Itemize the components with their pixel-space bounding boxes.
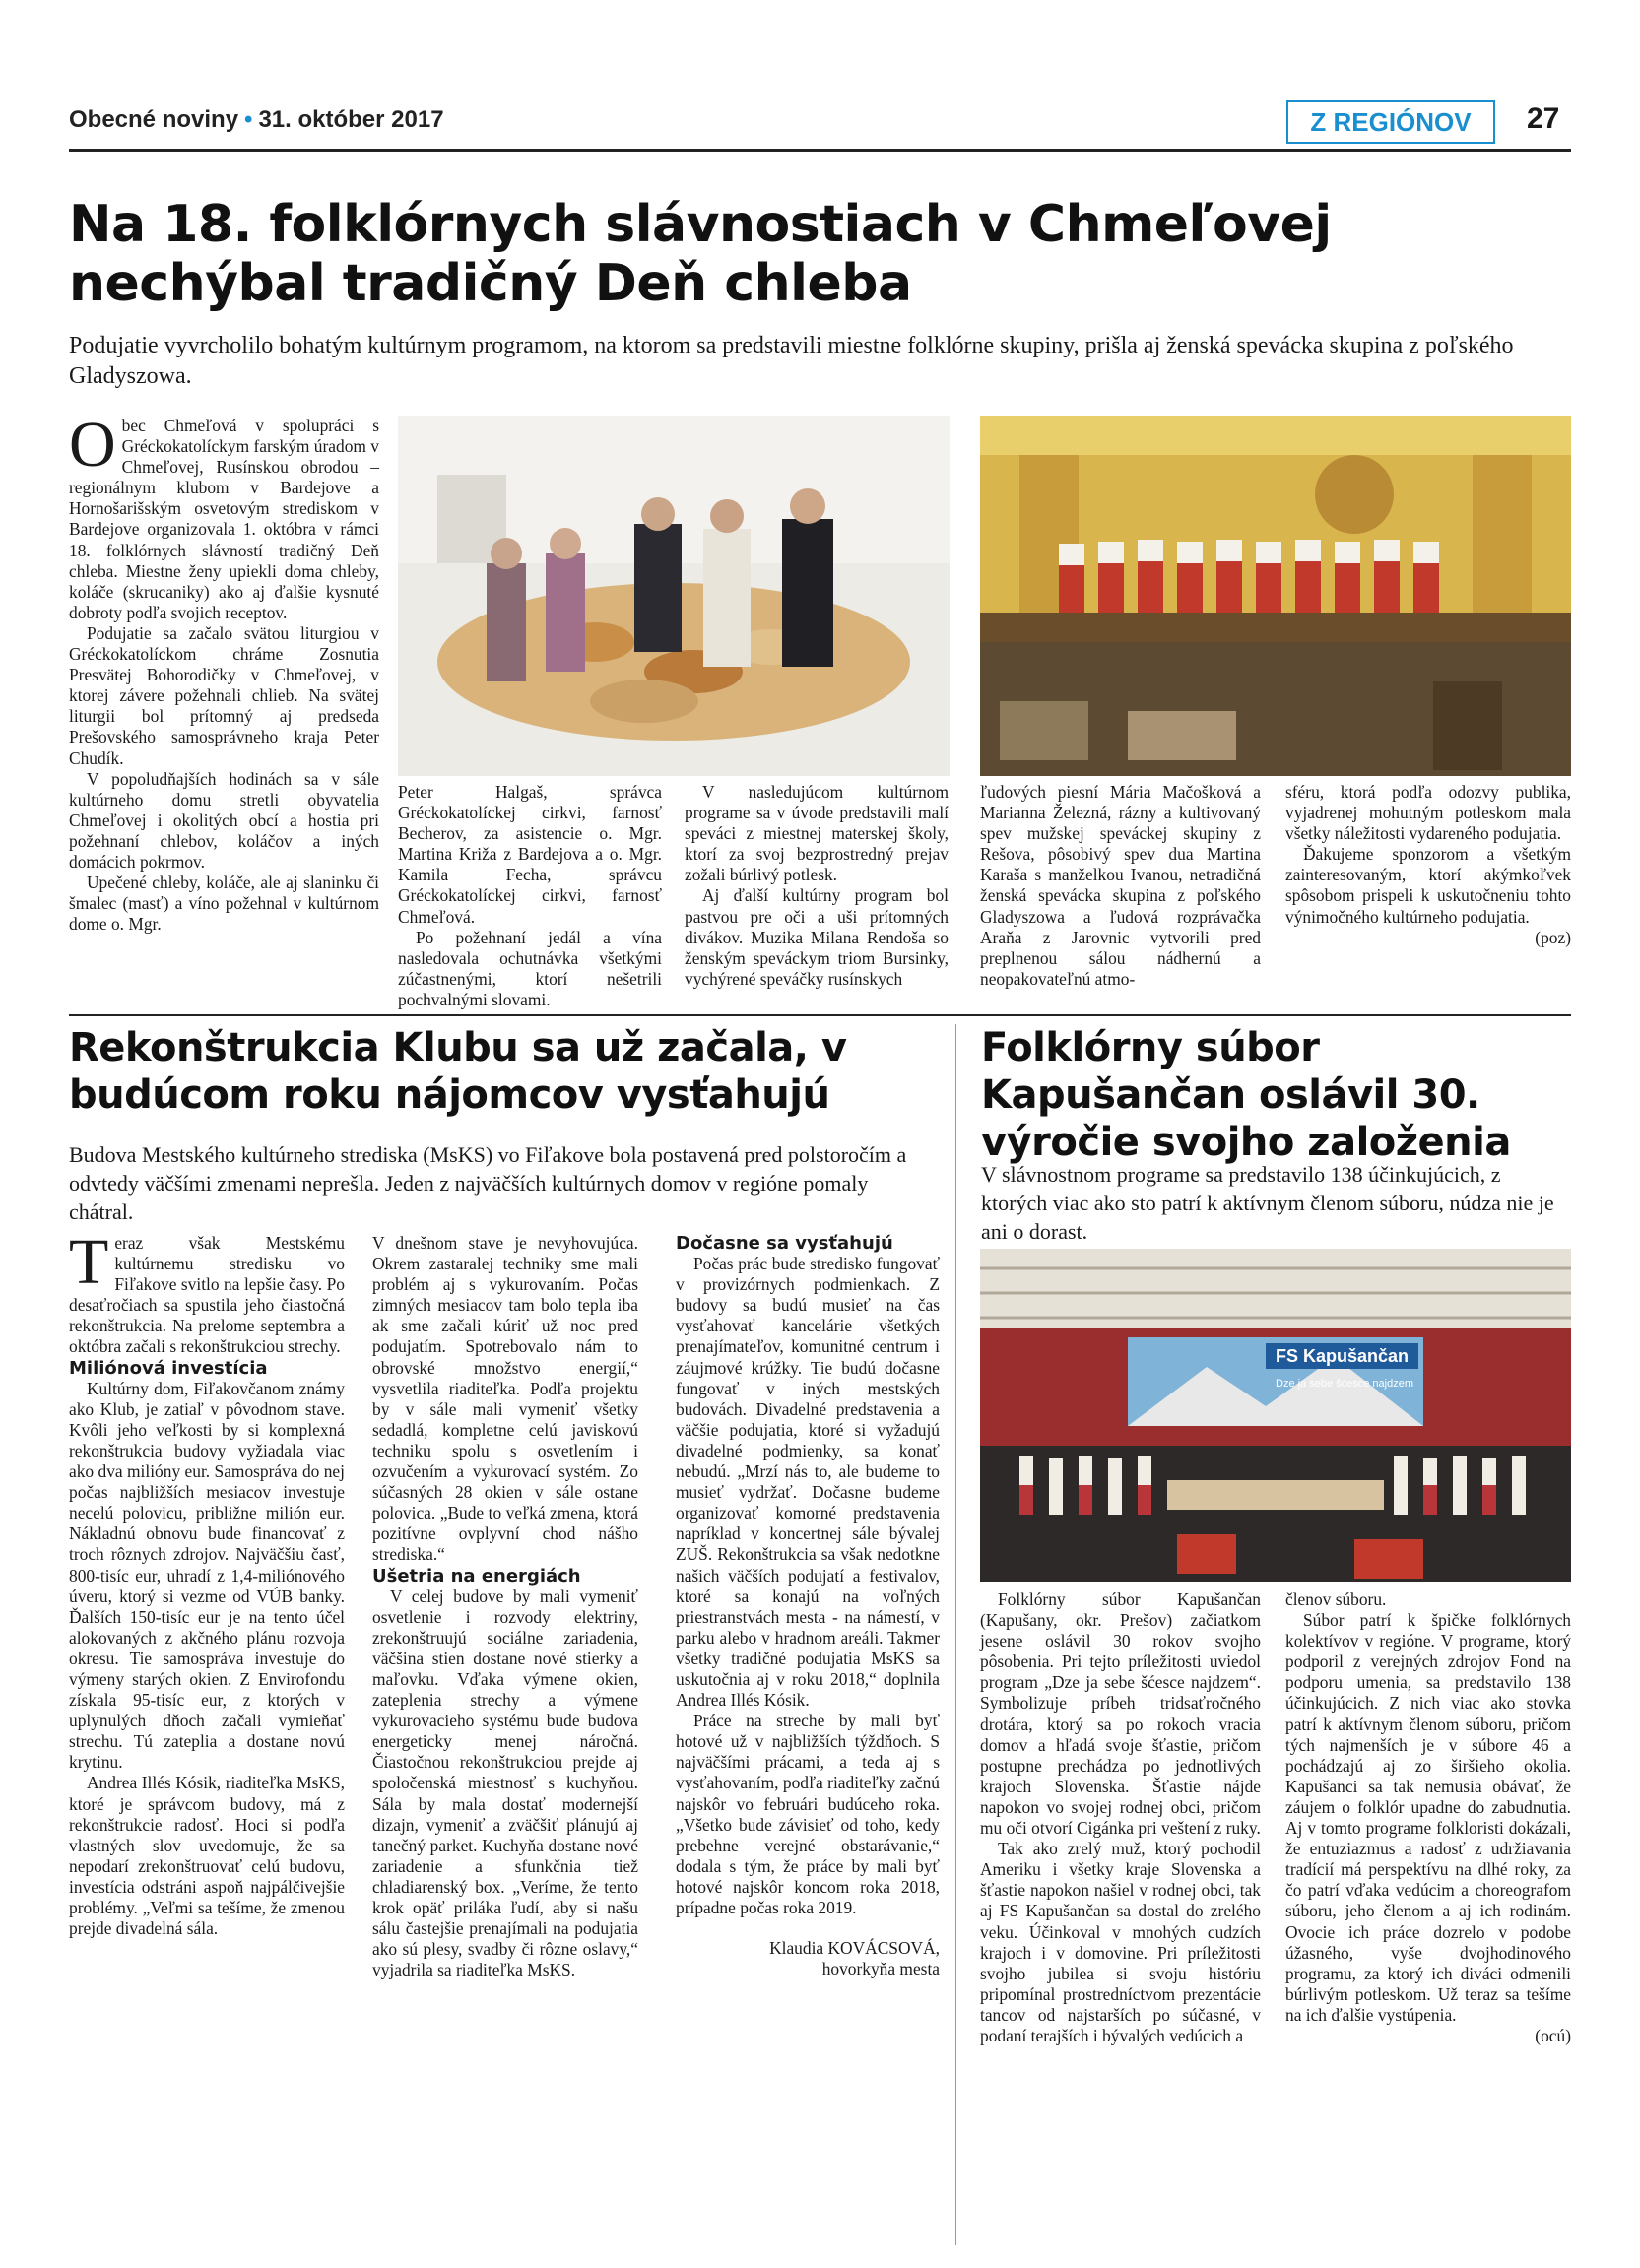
article3-col2: členov súboru. Súbor patrí k špičke folklórnych kolektívov v regióne. V programe, ktorý podporil z verejných zdrojov Fond na podporu umenia, sa predstavilo 138 účinkujúcich. Z nich viac ako stovka patrí k aktívnym členom súboru, pričom tých najmenších je v súbore 46 a pochádzajú aj zo širšieho okolia. Kapušanci sa tak nemusia obávať, že záujem o folklór upadne do zabudnutia. Aj v tomto programe folkloristi dokázali, že entuziazmus a radosť z udržiavania tradícií má perspektívu na dlhé roky, za čo patrí vďaka vedúcim a choreografom súboru, jeho členom a aj ich rodinám. Ovocie ich práce dozrelo v podobe úžasného, vyše dvojhodinového programu, za ktorý ich diváci odmenili búrlivým potleskom. Už teraz sa tešíme na ich ďalšie vystúpenia. (ocú) bbox=[1285, 1589, 1571, 2045]
section-badge: Z REGIÓNOV bbox=[1286, 100, 1495, 144]
article2-signature-name: Klaudia KOVÁCSOVÁ, bbox=[769, 1938, 940, 1959]
banner-subtitle: Dze ja sebe šćesce najdzem bbox=[1276, 1378, 1414, 1390]
separator-dot: • bbox=[244, 106, 253, 133]
photo-stage-performance bbox=[980, 416, 1571, 776]
article2-col2: V dnešnom stave je nevyhovujúca. Okrem zastaralej techniky sme mali problém aj s vykurovaním. Počas zimných mesiacov tam bolo tepla iba ak sme začali kúriť už noc pred podujatím. Spotrebovalo nám to obrovské množstvo energií,“ vysvetlila riaditeľka. Podľa projektu by v sále mali vymeniť všetky sedadlá, kompletne celú javiskovú techniku spolu s osvetlením i ozvučením a vykurovací systém. Zo súčasných 28 okien v sále ostane polovica. „Bude to veľká zmena, ktorá pozitívne ovplyvní chod nášho strediska.“ Ušetria na energiách V celej budove by mali vymeniť osvetlenie i rozvody elektriny, zrekonštruujú sociálne zariadenia, väčšina stien dostane nové stierky a maľovku. Vďaka výmene okien, zateplenia strechy a výmene vykurovacieho systému bude budova energeticky menej náročná. Čiastočnou rekonštrukciou prejde aj spoločenská miestnosť s kuchyňou. Sála by mala dostať modernejší dizajn, vymeniť a zväčšiť plánujú aj tanečný parket. Kuchyňa dostane nové zariadenie a sfunkčnia tiež chladiarenský box. „Veríme, že tento krok opäť priláka ľudí, aby si našu sálu častejšie prenajímali na podujatia ako sú plesy, svadby či rôzne oslavy,“ vyjadrila sa riaditeľka MsKS. bbox=[372, 1233, 638, 1980]
article3-lead: V slávnostnom programe sa predstavilo 138 účinkujúcich, z ktorých viac ako sto patrí k aktívnym členom súboru, núdza nie je ani o dorast. bbox=[981, 1162, 1554, 1244]
article2-title: Rekonštrukcia Klubu sa už začala, v budúcom roku nájomcov vysťahujú bbox=[69, 1025, 847, 1118]
paper-name: Obecné noviny bbox=[69, 106, 239, 133]
photo-stage-image bbox=[980, 416, 1571, 776]
article3-title: Folklórny súbor Kapušančan oslávil 30. výročie svojho založenia bbox=[981, 1025, 1511, 1165]
photo-bread-blessing-image bbox=[398, 416, 950, 776]
subheading-energy: Ušetria na energiách bbox=[372, 1565, 581, 1587]
photo-kapusancan-ensemble bbox=[980, 1249, 1571, 1582]
subheading-investment: Miliónová investícia bbox=[69, 1357, 268, 1379]
article1-title: Na 18. folklórnych slávnostiach v Chmeľovej nechýbal tradičný Deň chleba bbox=[69, 195, 1332, 313]
article1-signature: (poz) bbox=[1535, 927, 1571, 947]
photo-bread-blessing bbox=[398, 416, 950, 776]
article3-col1: Folklórny súbor Kapušančan (Kapušany, okr. Prešov) začiatkom jesene oslávil 30 rokov svojho pôsobenia. Pri tejto príležitosti uviedol program „Dze ja sebe šćesce najdzem“. Symbolizuje príbeh tridsaťročného drotára, ktorý sa po rokoch vracia domov a hľadá svoje šťastie, pričom postupne prechádza po jednotlivých krajoch Slovenska. Šťastie nájde napokon vo svojej rodnej obci, pričom mu oči otvorí Cigánka pri veštení z ruky. Tak ako zrelý muž, ktorý pochodil Ameriku i všetky kraje Slovenska a šťastie napokon našiel v rodnej obci, tak aj FS Kapušančan sa dostal do zrelého veku. Účinkoval v mnohých cudzích krajoch i v domovine. Pri príležitosti svojho jubilea si svoju históriu pripomínal prostredníctvom prezentácie tancov od najstarších po súčasné, v podaní terajších i bývalých vedúcich a bbox=[980, 1589, 1261, 2045]
article1-col3: V nasledujúcom kultúrnom programe sa v úvode predstavili malí speváci z miestnej materskej školy, ktorí za svoj bezprostredný prejav zožali búrlivý potlesk. Aj ďalší kultúrny program bol pastvou pre oči a uši prítomných divákov. Muzika Milana Rendoša so ženským speváckym triom Bursinky, vychýrené speváčky rusínskych bbox=[685, 782, 949, 989]
header-rule bbox=[69, 149, 1571, 152]
article1-col5: sféru, ktorá podľa odozvy publika, vyjadrenej mohutným potleskom mala všetky náležitosti vydareného podujatia. Ďakujeme sponzorom a všetkým zainteresovaným, ktorí akýmkoľvek spôsobom prispeli k uskutočneniu tohto výnimočného kultúrneho podujatia. (poz) bbox=[1285, 782, 1571, 947]
article2-lead: Budova Mestského kultúrneho strediska (MsKS) vo Fiľakove bola postavená pred polstoročím a odvtedy väčšími zmenami neprešla. Jeden z najväčších kultúrnych domov v regióne pomaly chátral. bbox=[69, 1142, 907, 1224]
dropcap: T bbox=[69, 1226, 109, 1298]
column-divider bbox=[955, 1024, 956, 2245]
article1-col1: Obec Chmeľová v spolupráci s Gréckokatolíckym farským úradom v Chmeľovej, Rusínskou obrodou – regionálnym klubom v Bardejove a Hornošarišským osvetovým strediskom v Bardejove organizovala 1. októbra v rámci 18. folklórnych slávností tradičný Deň chleba. Miestne ženy upiekli doma chleby, koláče (skrucaniky) ako aj ďalšie kysnuté dobroty podľa svojich receptov. Podujatie sa začalo svätou liturgiou v Gréckokatolíckom chráme Zosnutia Presvätej Bohorodičky v Chmeľovej, v ktorej závere požehnali chlieb. Na svätej liturgii bol prítomný aj predseda Prešovského samosprávneho kraja Peter Chudík. V popoludňajších hodinách sa v sále kultúrneho domu stretli obyvatelia Chmeľovej i okolitých obcí a hostia pri požehnaní chlebov, koláčov a iných domácich pokrmov. Upečené chleby, koláče, ale aj slaninku či šmalec (masť) a víno požehnal v kultúrnom dome o. Mgr. bbox=[69, 409, 379, 935]
article2-signature-role: hovorkyňa mesta bbox=[821, 1959, 940, 1979]
article2-col1: Teraz však Mestskému kultúrnemu stredisku vo Fiľakove svitlo na lepšie časy. Po desaťročiach sa spustila jeho čiastočná rekonštrukcia. Na prelome septembra a októbra začali s rekonštrukciou strechy. Miliónová investícia Kultúrny dom, Fiľakovčanom známy ako Klub, je zatiaľ v pôvodnom stave. Kvôli jeho veľkosti by si komplexná rekonštrukcia budovy vyžiadala viac ako dva milióny eur. Samospráva do nej počas najbližších mesiacov investuje necelú polovicu, približne milión eur. Nákladnú obnovu bude financovať z troch rôznych zdrojov. Najväčšiu časť, 800-tisíc eur, uhradí z 1,4-miliónového úveru, ktorý si vezme od VÚB banky. Ďalších 150-tisíc eur je na tento účel alokovaných z akčného plánu rozvoja okresu. Tie samospráva investuje do výmeny starých okien. Z Envirofondu získala 95-tisíc eur, z ktorých v uplynulých dňoch začali vymieňať strechu. Tú zateplia a dostane novú krytinu. Andrea Illés Kósik, riaditeľka MsKS, ktoré je správcom budovy, má z rekonštrukcie radosť. Hoci si podľa vlastných slov uvedomuje, že sa nepodarí zrekonštruovať celú budovu, investícia odstráni aspoň najpálčivejšie problémy. „Veľmi sa tešíme, že zmenou prejde divadelná sála. bbox=[69, 1226, 345, 1939]
banner-title: FS Kapušančan bbox=[1276, 1346, 1410, 1366]
subheading-temporary: Dočasne sa vysťahujú bbox=[676, 1233, 893, 1254]
photo-ensemble-image bbox=[980, 1249, 1571, 1582]
dropcap: O bbox=[69, 409, 116, 481]
article1-lead: Podujatie vyvrcholilo bohatým kultúrnym programom, na ktorom sa predstavili miestne folklórne skupiny, prišla aj ženská spevácka skupina z poľského Gladyszowa. bbox=[69, 333, 1514, 389]
masthead bbox=[69, 106, 444, 134]
article1-col2: Peter Halgaš, správca Gréckokatolíckej cirkvi, farnosť Becherov, za asistencie o. Mgr. Martina Križa z Bardejova a o. Mgr. Kamila Fecha, správcu Gréckokatolíckej cirkvi, farnosť Chmeľová. Po požehnaní jedál a vína nasledovala ochutnávka všetkými zúčastnenými, ktorí nešetrili pochvalnými slovami. bbox=[398, 782, 662, 1009]
issue-date: 31. október 2017 bbox=[258, 106, 444, 133]
page-number: 27 bbox=[1527, 102, 1560, 135]
article3-signature: (ocú) bbox=[1535, 2025, 1571, 2045]
article1-col4: ľudových piesní Mária Mačošková a Marianna Železná, rázny a kultivovaný spev mužskej speváckej skupiny z Rešova, pôsobivý spev dua Martina Karaša s manželkou Ivanou, netradičná ženská spevácka skupina z poľského Gladyszowa a ľudová rozprávačka Araňa z Jarovnic vytvorili pred preplnenou sálou nádhernú a neopakovateľnú atmo- bbox=[980, 782, 1261, 989]
article2-col3: Dočasne sa vysťahujú Počas prác bude stredisko fungovať v provizórnych podmienkach. Z budovy sa budú musieť na čas vysťahovať kancelárie všetkých prenajímateľov, komunitné centrum i záujmové krúžky. Tie budú dočasne fungovať v iných mestských budovách. Divadelné predstavenia a väčšie podujatia, ktoré si vyžadujú divadelné podmienky, sa konať nebudú. „Mrzí nás to, ale budeme to musieť vydržať. Dočasne budeme organizovať komorné predstavenia napríklad v koncertnej sále bývalej ZUŠ. Rekonštrukcia sa však nedotkne našich väčších podujatí a festivalov, ktoré sa konajú na voľných priestranstvách mesta - na námestí, v parku alebo v hradnom areáli. Takmer všetky tradičné podujatia MsKS sa uskutočnia aj v roku 2018,“ doplnila Andrea Illés Kósik. Práce na streche by mali byť hotové už v najbližších týždňoch. S najväčšími prácami, a teda aj s vysťahovaním, podľa riaditeľky začnú najskôr vo februári budúceho roka. „Všetko bude závisieť od toho, kedy prebehne verejné obstarávanie,“ dodala s tým, že práce by mali byť hotové najskôr koncom roka 2018, prípadne počas roka 2019. Klaudia KOVÁCSOVÁ, hovorkyňa mesta bbox=[676, 1233, 940, 1979]
article-separator bbox=[69, 1014, 1571, 1016]
